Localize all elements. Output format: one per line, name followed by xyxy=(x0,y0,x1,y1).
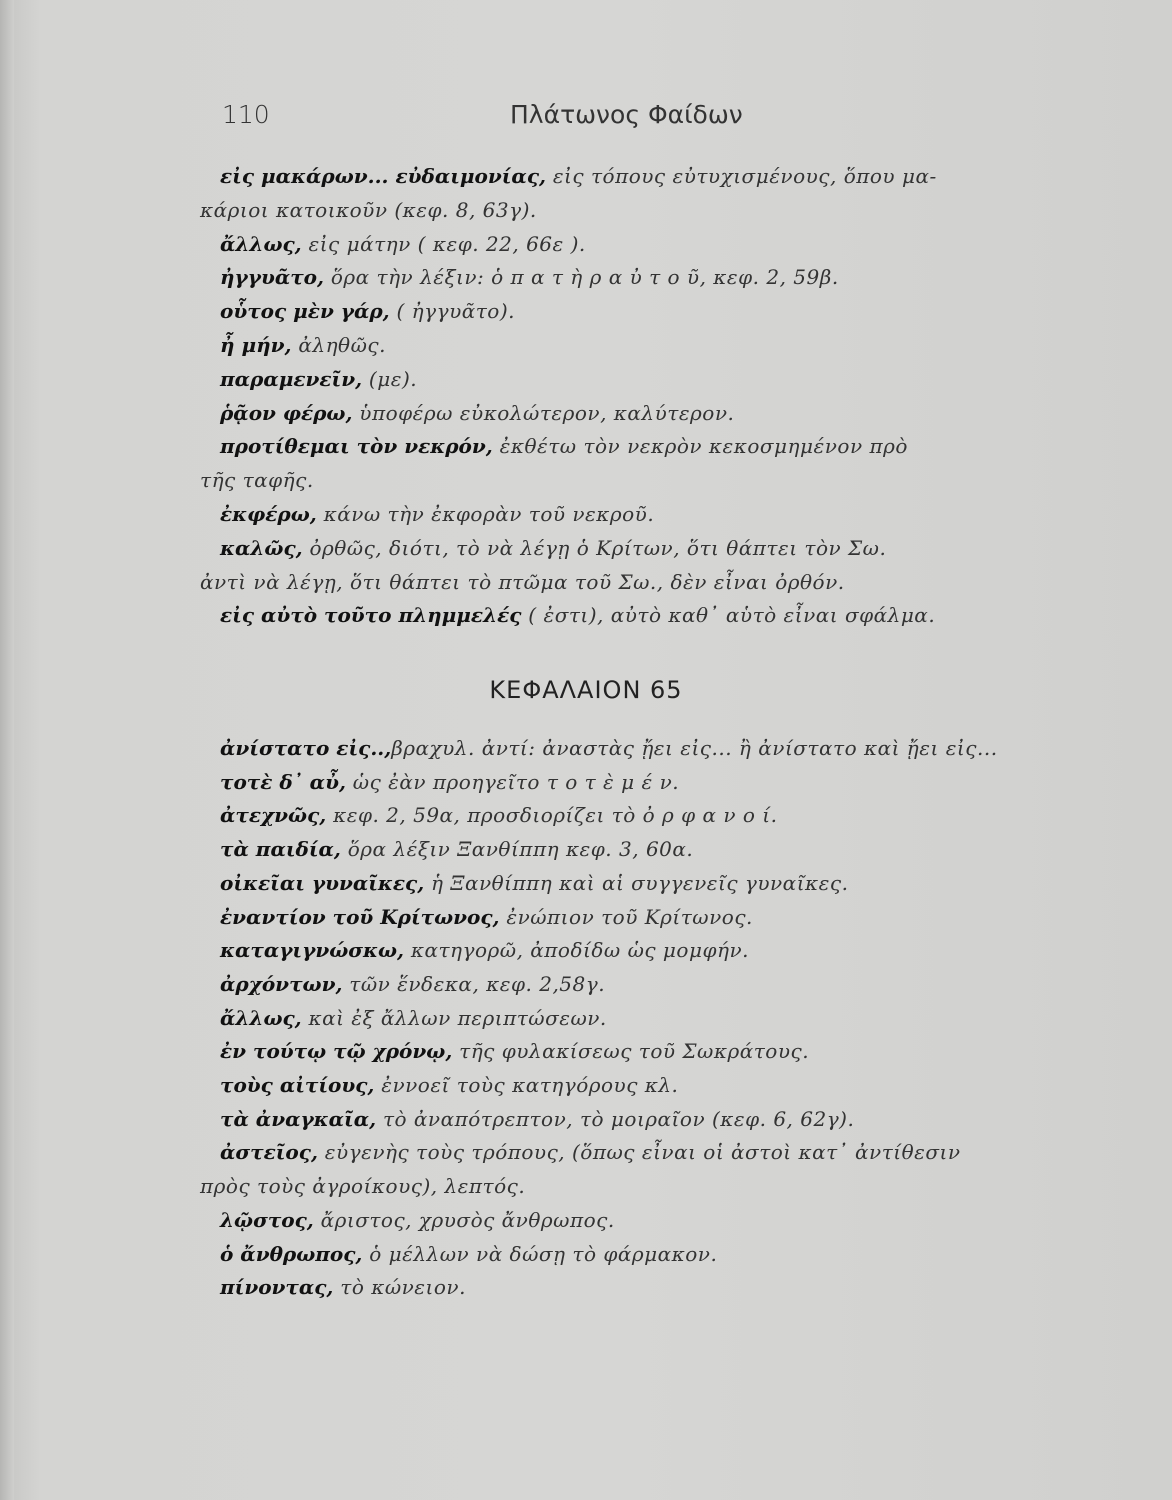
glossary-gloss: ἐνώπιον τοῦ Κρίτωνος. xyxy=(499,904,753,929)
glossary-gloss: ἀληθῶς. xyxy=(291,333,386,357)
glossary-gloss: (με). xyxy=(362,366,418,391)
glossary-line xyxy=(220,769,1100,795)
glossary-line xyxy=(220,1106,1100,1132)
glossary-gloss: καὶ ἐξ ἄλλων περιπτώσεων. xyxy=(301,1005,607,1030)
glossary-gloss: ὅρα λέξιν Ξανθίππη κεφ. 3, 60α. xyxy=(340,837,694,862)
glossary-line xyxy=(220,366,1100,392)
glossary-lemma: ῥᾷον φέρω, xyxy=(220,400,353,425)
glossary-line xyxy=(220,937,1100,963)
glossary-gloss: ὁ μέλλων νὰ δώσῃ τὸ φάρμακον. xyxy=(362,1241,718,1266)
glossary-gloss: ἡ Ξανθίππη καὶ αἱ συγγενεῖς γυναῖκες. xyxy=(424,870,849,895)
glossary-lemma: τὰ ἀναγκαῖα, xyxy=(220,1106,377,1131)
glossary-lemma: τοτὲ δ᾽ αὖ, xyxy=(220,769,346,794)
running-title: Πλάτωνος Φαίδων xyxy=(510,100,743,129)
glossary-gloss: ὀρθῶς, διότι, τὸ νὰ λέγῃ ὁ Κρίτων, ὅτι θάπτει τὸν Σω. xyxy=(302,535,887,560)
glossary-lemma: ἐκφέρω, xyxy=(220,502,317,526)
glossary-gloss: ὑποφέρω εὐκολώτερον, καλύτερον. xyxy=(352,400,735,425)
glossary-lemma: ὁ ἄνθρωπος, xyxy=(220,1241,363,1266)
glossary-gloss: ἄριστος, χρυσὸς ἄνθρωπος. xyxy=(313,1207,615,1232)
glossary-line xyxy=(220,1274,1100,1300)
glossary-lemma: πίνοντας, xyxy=(220,1275,334,1300)
glossary-gloss: ἐννοεῖ τοὺς κατηγόρους κλ. xyxy=(374,1073,679,1097)
glossary-gloss: κάνω τὴν ἐκφορὰν τοῦ νεκροῦ. xyxy=(316,502,655,526)
glossary-lemma: εἰς αὐτὸ τοῦτο πλημμελές xyxy=(220,603,522,628)
page-number: 110 xyxy=(222,100,270,129)
glossary-line xyxy=(220,836,1100,862)
glossary-line xyxy=(200,197,1080,223)
glossary-line xyxy=(220,1207,1100,1233)
glossary-gloss: κατηγορῶ, ἀποδίδω ὡς μομφήν. xyxy=(403,938,749,963)
glossary-gloss: κάριοι κατοικοῦν (κεφ. 8, 63γ). xyxy=(200,197,537,222)
glossary-line xyxy=(220,1005,1100,1031)
glossary-lemma: τὰ παιδία, xyxy=(220,837,341,862)
glossary-gloss: πρὸς τοὺς ἀγροίκους), λεπτός. xyxy=(200,1174,526,1199)
page-header xyxy=(0,100,1172,140)
glossary-line xyxy=(220,1139,1100,1165)
glossary-line xyxy=(220,433,1100,459)
glossary-lemma: εἰς μακάρων... εὐδαιμονίας, xyxy=(220,164,546,188)
glossary-line xyxy=(220,231,1100,257)
glossary-lemma: ἦ μήν, xyxy=(220,333,292,357)
glossary-line xyxy=(200,1173,1080,1199)
glossary-line xyxy=(220,802,1100,828)
glossary-gloss: ὡς ἐὰν προηγεῖτο τ ο τ ὲ μ έ ν. xyxy=(345,769,680,794)
glossary-gloss: ἐκθέτω τὸν νεκρὸν κεκοσμημένον πρὸ xyxy=(492,434,908,459)
chapter-heading: ΚΕΦΑΛΑΙΟΝ 65 xyxy=(489,676,683,704)
glossary-gloss: ( ἐστι), αὐτὸ καθ᾽ αὑτὸ εἶναι σφάλμα. xyxy=(521,603,936,628)
glossary-gloss: εἰς τόπους εὐτυχισμένους, ὅπου μα- xyxy=(545,164,937,188)
glossary-gloss: ἀντὶ νὰ λέγῃ, ὅτι θάπτει τὸ πτῶμα τοῦ Σω., δὲν εἶναι ὀρθόν. xyxy=(200,569,845,594)
glossary-lemma: ἄλλως, xyxy=(220,1005,302,1030)
glossary-lemma: ἀτεχνῶς, xyxy=(220,803,327,828)
glossary-gloss: ( ἠγγυᾶτο). xyxy=(389,299,515,324)
glossary-lemma: τοὺς αἰτίους, xyxy=(220,1073,375,1097)
glossary-line xyxy=(220,163,1100,189)
glossary-line xyxy=(200,569,1080,595)
glossary-lemma: οὗτος μὲν γάρ, xyxy=(220,299,390,324)
glossary-lemma: ἐν τούτῳ τῷ χρόνῳ, xyxy=(220,1039,453,1064)
glossary-line xyxy=(220,971,1100,997)
glossary-gloss: τὸ κώνειον. xyxy=(333,1275,466,1300)
glossary-lemma: προτίθεμαι τὸν νεκρόν, xyxy=(220,434,493,459)
glossary-lemma: ἠγγυᾶτο, xyxy=(220,265,324,290)
glossary-line xyxy=(220,332,1100,358)
glossary-gloss: εὐγενὴς τοὺς τρόπους, (ὅπως εἶναι οἱ ἀστοὶ κατ᾽ ἀντίθεσιν xyxy=(317,1140,961,1165)
glossary-gloss: ὅρα τὴν λέξιν: ὁ π α τ ὴ ρ α ὐ τ ο ῦ, κεφ. 2, 59β. xyxy=(323,265,839,290)
glossary-line xyxy=(220,264,1100,290)
page-edge-shadow xyxy=(0,0,14,1500)
glossary-line xyxy=(220,1038,1100,1064)
glossary-lemma: ἄλλως, xyxy=(220,231,302,256)
glossary-line xyxy=(220,400,1100,426)
glossary-gloss: κεφ. 2, 59α, προσδιορίζει τὸ ὀ ρ φ α ν ο ί. xyxy=(326,803,778,828)
glossary-line xyxy=(220,602,1100,628)
glossary-lemma: ἀστεῖος, xyxy=(220,1140,318,1165)
glossary-lemma: οἰκεῖαι γυναῖκες, xyxy=(220,870,425,895)
glossary-line xyxy=(220,535,1100,561)
glossary-gloss: εἰς μάτην ( κεφ. 22, 66ε ). xyxy=(301,231,586,256)
glossary-lemma: ἐναντίον τοῦ Κρίτωνος, xyxy=(220,904,500,929)
glossary-line xyxy=(200,467,1080,493)
glossary-lemma: παραμενεῖν, xyxy=(220,366,363,391)
glossary-lemma: καταγιγνώσκω, xyxy=(220,938,404,963)
glossary-gloss: τῶν ἕνδεκα, κεφ. 2,58γ. xyxy=(342,971,606,996)
glossary-gloss: τῆς ταφῆς. xyxy=(200,468,314,493)
glossary-gloss: τῆς φυλακίσεως τοῦ Σωκράτους. xyxy=(452,1039,810,1064)
glossary-lemma: ἀρχόντων, xyxy=(220,971,343,996)
glossary-lemma: καλῶς, xyxy=(220,535,303,560)
glossary-lemma: λῷστος, xyxy=(220,1207,314,1232)
glossary-gloss: βραχυλ. ἀντί: ἀναστὰς ᾔει εἰς... ἢ ἀνίστατο καὶ ᾔει εἰς... xyxy=(391,736,998,760)
glossary-line xyxy=(220,501,1100,527)
glossary-lemma: ἀνίστατο εἰς.., xyxy=(220,736,392,760)
glossary-line xyxy=(220,870,1100,896)
glossary-line xyxy=(220,904,1100,930)
glossary-line xyxy=(220,298,1100,324)
glossary-gloss: τὸ ἀναπότρεπτον, τὸ μοιραῖον (κεφ. 6, 62γ). xyxy=(376,1106,855,1131)
glossary-line xyxy=(220,1072,1100,1098)
glossary-line xyxy=(220,735,1100,761)
glossary-line xyxy=(220,1241,1100,1267)
